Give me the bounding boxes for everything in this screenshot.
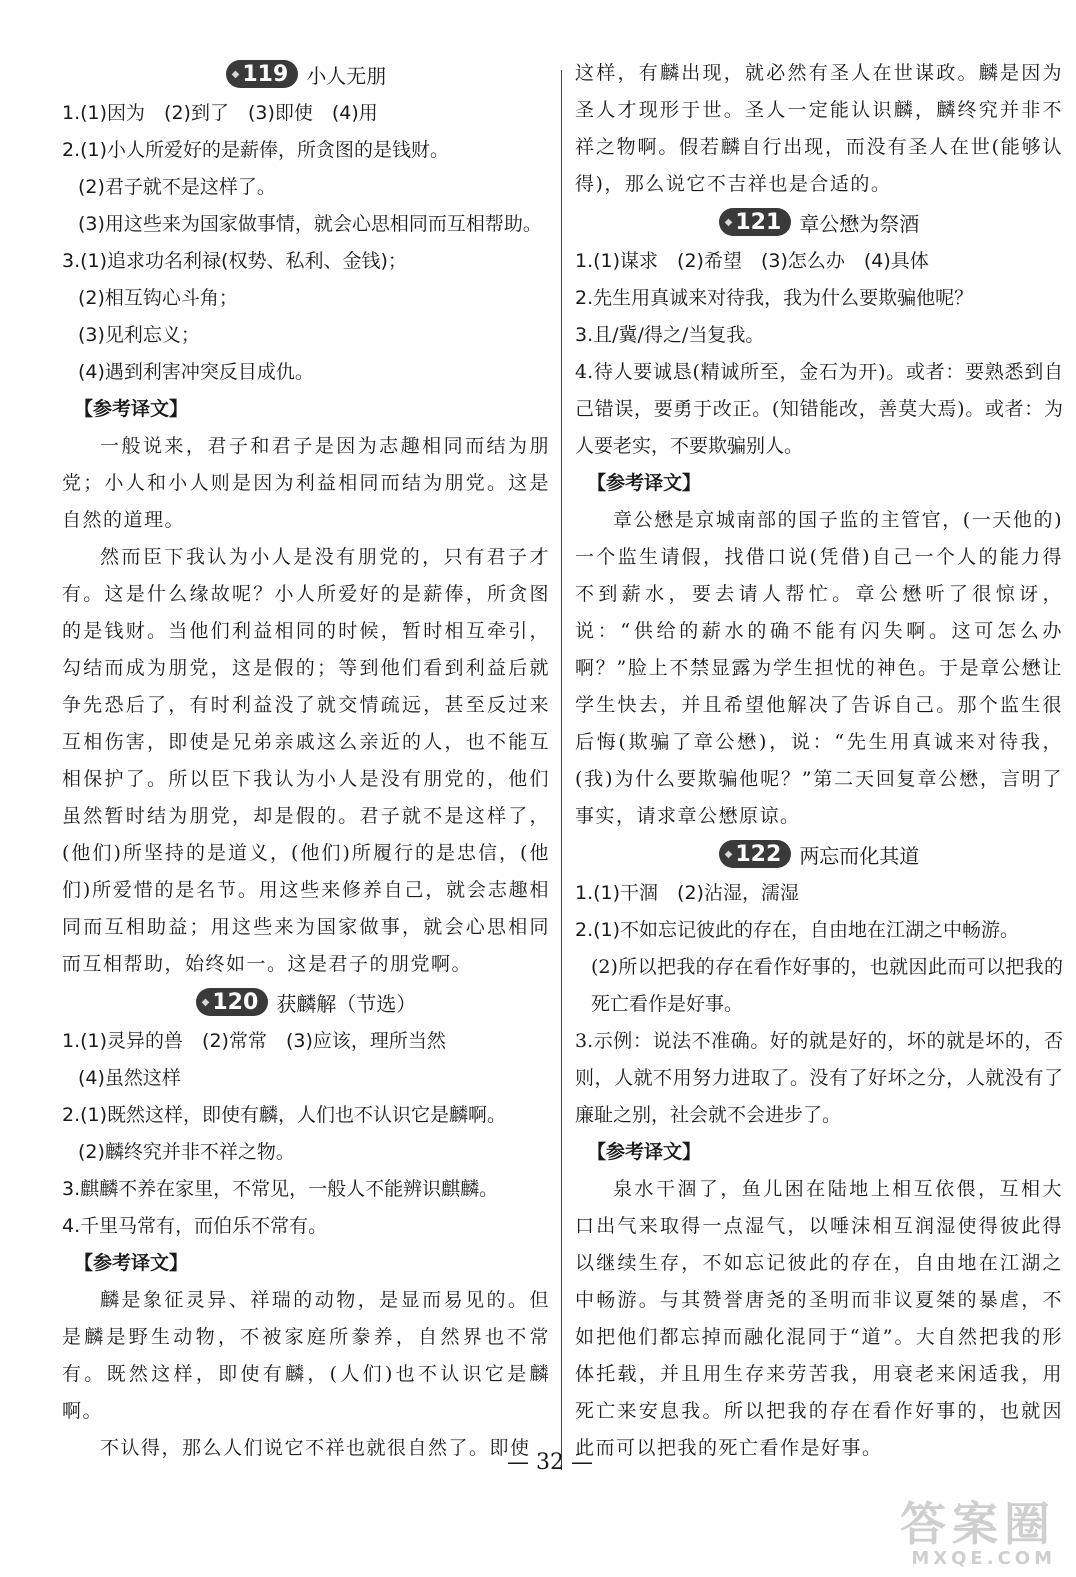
exercise-marker-icon: ◆: [724, 216, 733, 228]
exercise-marker-icon: ◆: [201, 996, 210, 1008]
translation-paragraph: 一般说来，君子和君子是因为志趣相同而结为朋党；小人和小人则是因为利益相同而结为朋党。这是自然的道理。: [62, 435, 550, 531]
section-title-text: 章公懋为祭酒: [799, 211, 920, 236]
right-column: [575, 55, 1063, 1467]
page-number: — 32 —: [507, 1450, 593, 1475]
answer-paragraph: 4.待人要诚恳(精诚所至，金石为开)。或者：要熟悉到自己错误，要勇于改正。(知错能改，善莫大焉)。或者：为人要老实，不要欺骗别人。: [575, 361, 1063, 457]
exercise-marker-icon: ◆: [724, 848, 733, 860]
answer-line: 3.(1)追求功名利禄(权势、私利、金钱)；: [62, 250, 407, 272]
section-number-badge: [719, 208, 792, 236]
section-number-badge: [196, 988, 269, 1016]
reference-translation-heading: 【参考译文】: [74, 1252, 189, 1274]
answer-line: 1.(1)干涸 (2)沾湿，濡湿: [575, 882, 799, 904]
answer-line: 3.麒麟不养在家里，不常见，一般人不能辨识麒麟。: [62, 1178, 499, 1200]
section-title-text: 小人无朋: [306, 63, 387, 88]
answer-line: (4)虽然这样: [78, 1067, 181, 1089]
watermark-logo: [846, 1499, 1056, 1569]
answer-line: (2)麟终究并非不祥之物。: [78, 1141, 295, 1163]
exercise-marker-icon: ◆: [231, 68, 240, 80]
answer-line: (3)见利忘义；: [78, 324, 200, 346]
answer-line: (2)君子就不是这样了。: [78, 176, 276, 198]
watermark-text: 答案圈: [900, 1497, 1056, 1551]
watermark-url: MXQE.COM: [911, 1548, 1056, 1569]
answer-paragraph: 3.示例：说法不准确。好的就是好的，坏的就是坏的，否则，人就不用努力进取了。没有了好坏之分，人就没有了廉耻之别，社会就不会进步了。: [575, 1030, 1063, 1126]
answer-line: (3)用这些来为国家做事情，就会心思相同而互相帮助。: [78, 213, 542, 235]
answer-line: 1.(1)谋求 (2)希望 (3)怎么办 (4)具体: [575, 250, 929, 272]
section-title-text: 获麟解（节选）: [276, 991, 417, 1016]
translation-paragraph: 不认得，那么人们说它不祥也就很自然了。即使: [100, 1437, 531, 1459]
answer-line: 4.千里马常有，而伯乐不常有。: [62, 1215, 328, 1237]
section-number-badge: [719, 840, 792, 868]
answer-line: (2)相互钩心斗角；: [78, 287, 238, 309]
column-divider: [561, 70, 562, 1470]
reference-translation-heading: 【参考译文】: [587, 1141, 702, 1163]
section-119-title: [62, 55, 550, 93]
section-121-title: [575, 203, 1063, 241]
reference-translation-heading: 【参考译文】: [74, 398, 189, 420]
left-column: [62, 55, 550, 1467]
section-title-text: 两忘而化其道: [799, 843, 920, 868]
section-122-title: [575, 835, 1063, 873]
section-number-badge: [226, 60, 299, 88]
badge-number: 120: [212, 989, 259, 1015]
translation-paragraph: 泉水干涸了，鱼儿困在陆地上相互依偎，互相大口出气来取得一点湿气，以唾沫相互润湿使得彼此得以继续生存，不如忘记彼此的存在，自由地在江湖之中畅游。与其赞誉唐尧的圣明而非议夏桀的暴虐，不如把他们都忘掉而融化混同于“道”。大自然把我的形体托载，并且用生存来劳苦我，用衰老来闲适我，用死亡来安息我。所以把我的存在看作好事的，也就因此而可以把我的死亡看作是好事。: [575, 1178, 1063, 1459]
translation-paragraph: 然而臣下我认为小人是没有朋党的，只有君子才有。这是什么缘故呢？小人所爱好的是薪俸，所贪图的是钱财。当他们利益相同的时候，暂时相互牵引，勾结而成为朋党，这是假的；等到他们看到利益后就争先恐后了，有时利益没了就交情疏远，甚至反过来互相伤害，即使是兄弟亲戚这么亲近的人，也不能互相保护了。所以臣下我认为小人是没有朋党的，他们虽然暂时结为朋党，却是假的。君子就不是这样了，(他们)所坚持的是道义，(他们)所履行的是忠信，(他们)所爱惜的是名节。用这些来修养自己，就会志趣相同而互相助益；用这些来为国家做事，就会心思相同而互相帮助，始终如一。这是君子的朋党啊。: [62, 546, 550, 975]
section-120-title: [62, 983, 550, 1021]
answer-line: 1.(1)因为 (2)到了 (3)即使 (4)用: [62, 102, 378, 124]
badge-number: 121: [735, 209, 782, 235]
answer-paragraph: (2)所以把我的存在看作好事的，也就因此而可以把我的死亡看作是好事。: [591, 956, 1063, 1015]
reference-translation-heading: 【参考译文】: [587, 472, 702, 494]
translation-paragraph: 麟是象征灵异、祥瑞的动物，是显而易见的。但是麟是野生动物，不被家庭所豢养，自然界也不常有。既然这样，即使有麟，(人们)也不认识它是麟啊。: [62, 1289, 550, 1422]
answer-line: 2.(1)既然这样，即使有麟，人们也不认识它是麟啊。: [62, 1104, 507, 1126]
translation-paragraph: 这样，有麟出现，就必然有圣人在世谋政。麟是因为圣人才现形于世。圣人一定能认识麟，麟终究并非不祥之物啊。假若麟自行出现，而没有圣人在世(能够认得)，那么说它不吉祥也是合适的。: [575, 62, 1063, 195]
badge-number: 119: [242, 61, 289, 87]
answer-line: 2.(1)不如忘记彼此的存在，自由地在江湖之中畅游。: [575, 919, 1020, 941]
translation-paragraph: 章公懋是京城南部的国子监的主管官，(一天他的)一个监生请假，找借口说(凭借)自己一个人的能力得不到薪水，要去请人帮忙。章公懋听了很惊讶，说：“供给的薪水的确不能有闪失啊。这可怎么办啊？”脸上不禁显露为学生担忧的神色。于是章公懋让学生快去，并且希望他解决了告诉自己。那个监生很后悔(欺骗了章公懋)，说：“先生用真诚来对待我，(我)为什么要欺骗他呢？”第二天回复章公懋，言明了事实，请求章公懋原谅。: [575, 509, 1063, 827]
answer-line: 1.(1)灵异的兽 (2)常常 (3)应该，理所当然: [62, 1030, 446, 1052]
answer-line: 2.先生用真诚来对待我，我为什么要欺骗他呢？: [575, 287, 974, 309]
answer-line: 3.且/冀/得之/当复我。: [575, 324, 765, 346]
answer-line: (4)遇到利害冲突反目成仇。: [78, 361, 314, 383]
badge-number: 122: [735, 841, 782, 867]
answer-line: 2.(1)小人所爱好的是薪俸，所贪图的是钱财。: [62, 139, 450, 161]
